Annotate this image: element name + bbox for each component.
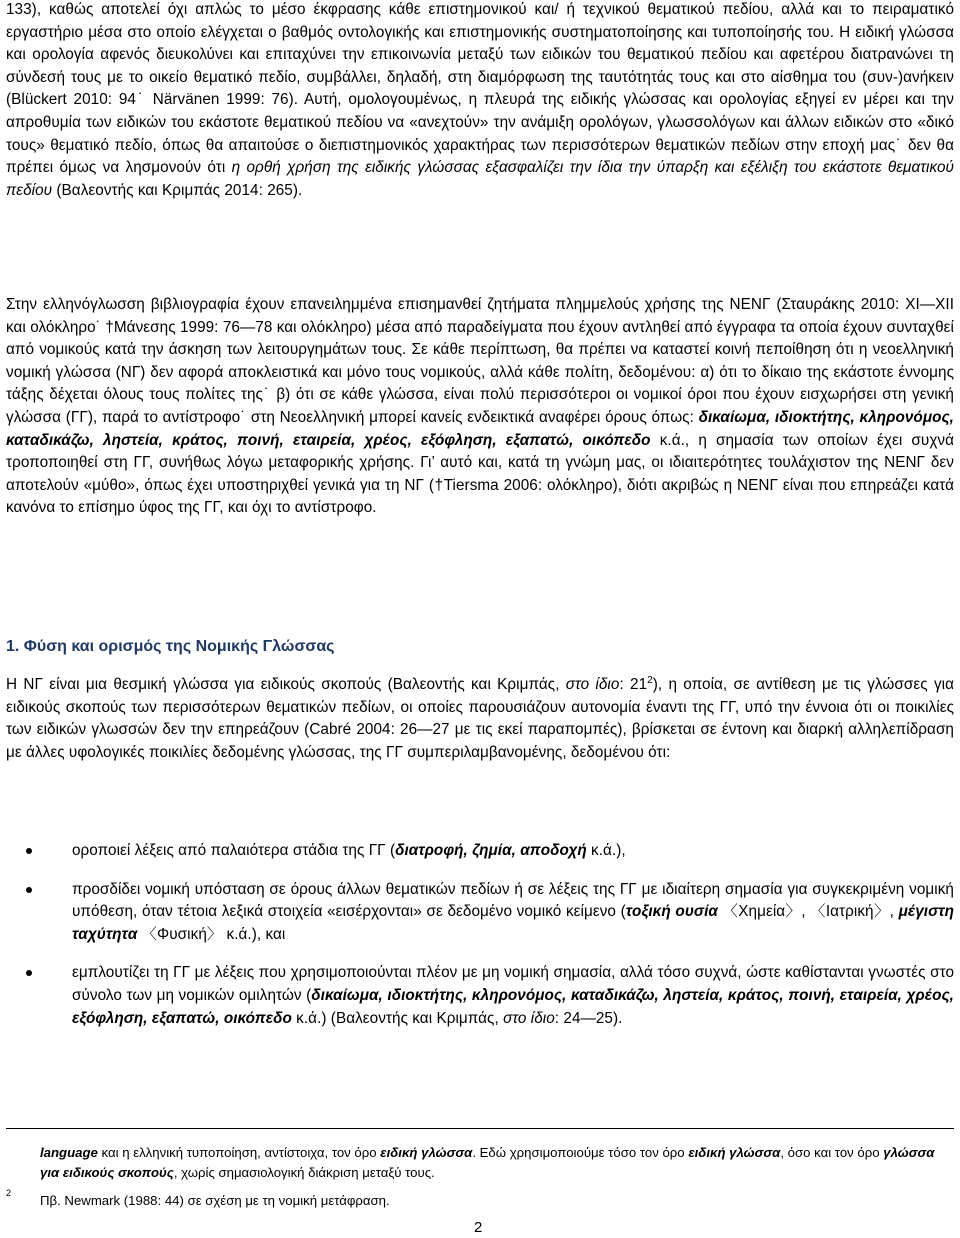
list-item-term: μέγιστη ταχύτητα [72, 903, 955, 943]
paragraph-2-text-b: Μάνεσης 1999: 76—78 και ολόκληρο) μέσα από παραδείγματα που έχουν αντληθεί από έγγραφα τα οποία έχουν συνταχθεί από νομικούς κατά την άσκηση των λειτουργημάτων τους. Σε κάθε περίπτωση, θα πρέπει να καταστεί κοινή πεποίθηση ότι η νεοελληνική νομική γλώσσα (ΝΓ) δεν αφορά αποκλειστικά και μόνο τους νομικούς, αλλά κάθε πολίτη, δεδομένου: α) ότι το δίκαιο της εκάστοτε έννομης τάξης δέχεται όλους τους πολίτες της˙ β) ότι σε κάθε γλώσσα, είναι πολύ περισσότεροι οι νομικοί όροι που έχουν εισχωρήσει στη γενική γλώσσα (ΓΓ), παρά το αντίστροφο˙ στη Νεοελληνική μπορεί κανείς ενδεικτικά αναφέρει όρους όπως: [6, 318, 954, 426]
list-item-term: τοξική ουσία [625, 903, 718, 921]
footnote-term: γλώσσα για ειδικούς σκοπούς [40, 1145, 935, 1180]
list-item-text: εμπλουτίζει τη ΓΓ με λέξεις που χρησιμοποιούνται πλέον με μη νομική σημασία, αλλά τόσο συχνά, ώστε καθίστανται γνωστές στο σύνολο των μη νομικών ομιλητών ( [72, 964, 954, 1004]
list-item-italic: στο ίδιο [503, 1009, 555, 1027]
footnote-text-d: , χωρίς σημασιολογική διάκριση μεταξύ τους. [173, 1164, 435, 1180]
footnote-text-c: , όσο και τον όρο [780, 1145, 884, 1160]
footnote-text-b: . Εδώ χρησιμοποιούμε τόσο τον όρο [472, 1145, 689, 1160]
list-item-terms: δικαίωμα, ιδιοκτήτης, κληρονόμος, καταδικάζω, ληστεία, κράτος, ποινή, εταιρεία, χρέος, εξόφληση, εξαπατώ, οικόπεδο [72, 986, 954, 1027]
paragraph-2 [6, 294, 954, 520]
paragraph-3-text-c: ), η οποία, σε αντίθεση με τις γλώσσες για ειδικούς σκοπούς των περισσότερων θεματικών πεδίων, οι οποίες παρουσιάζουν αυτονομία έναντι της ΓΓ, υπό την έννοια ότι οι ποικιλίες των ειδικών γλωσσών δεν την επηρεάζουν (Cabré 2004: 26—27 με τις εκεί παραπομπές), βρίσκεται σε έντονη και διαρκή αλληλεπίδραση με άλλες υφολογικές ποικιλίες δεδομένης γλώσσας, της ΓΓ συμπεριλαμβανομένης, δεδομένου ότι: [6, 676, 954, 761]
footnote-marker: 2 [6, 1188, 12, 1198]
paragraph-1-text: 133), καθώς αποτελεί όχι απλώς το μέσο έκφρασης κάθε επιστημονικού και/ ή τεχνικού θεματικού πεδίου, αλλά και το πειραματικό εργαστήριο μέσα στο οποίο ελέγχεται ο βαθμός οντολογικής και επιστημονικής συστηματοποίησης και τυποποίησής του. Η ειδική γλώσσα και ορολογία αφενός διευκολύνει και επιταχύνει την επικοινωνία μεταξύ των ειδικών του θεματικού πεδίου και αφετέρου διατρανώνει τη σύνδεσή τους με το οικείο θεματικό πεδίο, συμβάλλει, δηλαδή, στη διαμόρφωση της ταυτότητάς τους και στο αίσθημα του (συν-)ανήκειν (Blückert 2010: 94˙ Närvänen 1999: 76). Αυτή, ομολογουμένως, η πλευρά της ειδικής γλώσσας και ορολογίας εξηγεί εν μέρει και την απροθυμία των ειδικών του εκάστοτε θεματικού πεδίου να «ανεχτούν» την ανάμιξη ορολόγων, γλωσσολόγων και άλλων ειδικών στο «δικό τους» θεματικό πεδίο, όπως θα απαιτούσε ο διεπιστημονικός χαρακτήρας των περισσότερων θεματικών πεδίων στην εποχή μας˙ δεν θα πρέπει όμως να λησμονούν ότι [6, 1, 955, 177]
list-item-domains: 〈Χημεία〉, 〈Ιατρική〉, [717, 903, 899, 921]
paragraph-2-text-d: Tiersma 2006: ολόκληρο), διότι ακριβώς η ΝΕΝΓ είναι που επηρεάζει κατά κανόνα το επίσημο ύφος της ΓΓ, και όχι το αντίστροφο. [6, 476, 954, 517]
bullet-dot-icon [26, 970, 32, 976]
footnote-separator [6, 1128, 954, 1129]
bullet-dot-icon [26, 848, 32, 854]
paragraph-1 [6, 0, 954, 202]
footnote-term: ειδική γλώσσα [380, 1145, 473, 1160]
list-item-text: κ.ά.) (Βαλεοντής και Κριμπάς, [291, 1009, 504, 1027]
paragraph-1-italic: η ορθή χρήση της ειδικής γλώσσας εξασφαλίζει την ίδια την ύπαρξη και εξέλιξη του εκάστοτε θεματικού πεδίου [6, 159, 954, 199]
list-item-text: προσδίδει νομική υπόσταση σε όρους άλλων θεματικών πεδίων ή σε λέξεις της ΓΓ με ιδιαίτερη σημασία για συγκεκριμένη νομική υπόθεση, όταν τέτοια λεξικά στοιχεία «εισέρχονται» σε δεδομένο νομικό κείμενο ( [72, 880, 954, 921]
list-item [6, 962, 954, 1030]
footnote-term: language [40, 1145, 98, 1160]
list-item [6, 840, 954, 863]
paragraph-2-text-c: κ.ά., η σημασία των οποίων έχει συχνά τροποποιηθεί στη ΓΓ, συνήθως λόγω μεταφορικής χρήσης. Γι’ αυτό και, κατά τη γνώμη μας, οι ιδιαιτερότητες τουλάχιστον της ΝΕΝΓ δεν αποτελούν «μύθο», όπως έχει υποστηριχθεί γενικά για τη ΝΓ ( [6, 431, 954, 494]
paragraph-3-text-b: : 21 [619, 676, 648, 693]
paragraph-2-terms: δικαίωμα, ιδιοκτήτης, κληρονόμος, καταδικάζω, ληστεία, κράτος, ποινή, εταιρεία, χρέος, εξόφληση, εξαπατώ, οικόπεδο [6, 408, 954, 449]
list-item-text: κ.ά.), [586, 842, 626, 859]
paragraph-2-text-a: Στην ελληνόγλωσση βιβλιογραφία έχουν επανειλημμένα επισημανθεί ζητήματα πλημμελούς χρήσης της ΝΕΝΓ (Σταυράκης 2010: XI—XII και ολόκληρο˙ [6, 296, 954, 336]
list-item-domains: 〈Φυσική〉 κ.ά.), και [137, 925, 286, 943]
footnote-text-a: και η ελληνική τυποποίηση, αντίστοιχα, τον όρο [97, 1145, 381, 1160]
paragraph-3-text-a: Η ΝΓ είναι μια θεσμική γλώσσα για ειδικούς σκοπούς (Βαλεοντής και Κριμπάς, [6, 676, 566, 693]
footnote-term: ειδική γλώσσα [688, 1145, 781, 1160]
section-heading: 1. Φύση και ορισμός της Νομικής Γλώσσας [6, 638, 335, 655]
footnote-text [40, 1143, 954, 1182]
page-number: 2 [474, 1219, 483, 1236]
list-item-terms: διατροφή, ζημία, αποδοχή [395, 842, 587, 859]
bullet-list [6, 840, 954, 1046]
list-item [6, 879, 954, 947]
footnote-ref[interactable]: 2 [647, 674, 653, 686]
footnote-line-2: Πβ. Newmark (1988: 44) σε σχέση με τη νομική μετάφραση. [40, 1193, 390, 1208]
paragraph-1-citation: (Βαλεοντής και Κριμπάς 2014: 265). [56, 181, 303, 199]
dagger-symbol: † [434, 476, 444, 494]
paragraph-3-italic: στο ίδιο [565, 676, 620, 693]
bullet-dot-icon [26, 887, 32, 893]
paragraph-3 [6, 674, 954, 764]
list-item-text: : 24—25). [554, 1009, 623, 1027]
list-item-text: οροποιεί λέξεις από παλαιότερα στάδια της ΓΓ ( [72, 842, 396, 859]
dagger-symbol: † [105, 318, 114, 336]
